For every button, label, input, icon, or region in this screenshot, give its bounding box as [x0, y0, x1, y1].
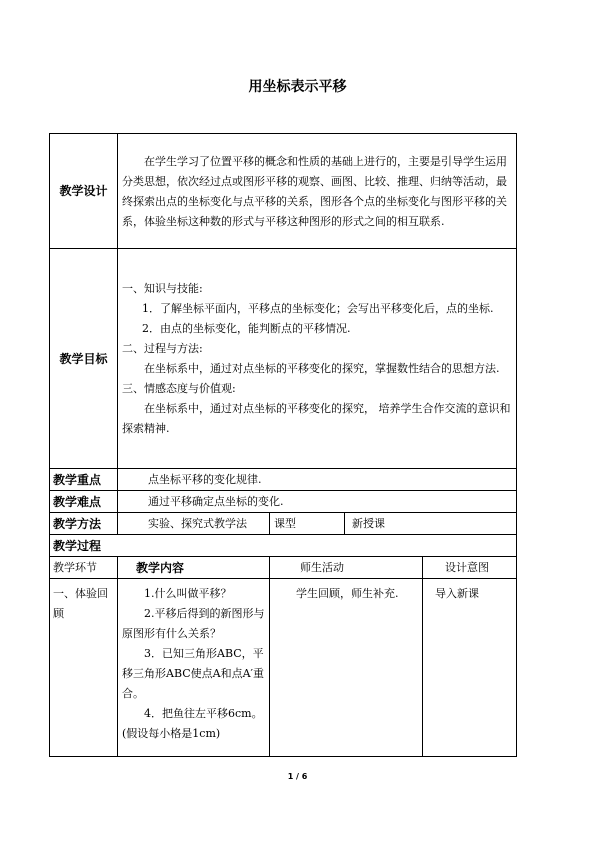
header-stage: 教学环节: [50, 557, 118, 579]
header-content: 教学内容: [118, 557, 270, 579]
objective-text-3: 在坐标系中，通过对点坐标的平移变化的探究， 培养学生合作交流的意识和探索精神.: [122, 401, 511, 435]
difficulty-text: 通过平移确定点坐标的变化.: [118, 491, 517, 513]
course-type-label: 课型: [270, 513, 345, 535]
difficulty-label: 教学难点: [50, 491, 118, 513]
key-label: 教学重点: [50, 469, 118, 491]
page-number: 1 / 6: [287, 772, 308, 781]
lesson-plan-table: [49, 133, 516, 757]
course-type-value: 新授课: [345, 513, 517, 535]
page-title: 用坐标表示平移: [248, 79, 347, 95]
design-cell: [118, 134, 517, 249]
design-text: 在学生学习了位置平移的概念和性质的基础上进行的，主要是引导学生运用分类思想，依次经过点或图形平移的观察、画图、比较、推理、归纳等活动，最终探索出点的坐标变化与点平移的关系，图形各个点的坐标变化与图形平移的关系，体验坐标这种数的形式与平移这种图形的形式之间的相互联系.: [122, 154, 507, 228]
content-question-4-note: (假设每小格是1cm): [122, 727, 221, 740]
method-text: 实验、探究式教学法: [118, 513, 270, 535]
objective-item-1: 1．了解坐标平面内，平移点的坐标变化；会写出平移变化后，点的坐标.: [142, 301, 494, 315]
header-intent: 设计意图: [423, 557, 517, 579]
method-label: 教学方法: [50, 513, 118, 535]
row1-activity: 学生回顾，师生补充.: [296, 587, 399, 600]
objectives-label: 教学目标: [50, 249, 118, 469]
row1-stage: 一、体验回顾: [50, 579, 118, 757]
objective-item-2: 2．由点的坐标变化，能判断点的平移情况.: [142, 321, 351, 335]
row1-activity-cell: [270, 579, 423, 757]
process-label: 教学过程: [50, 535, 517, 557]
content-question-1: 1.什么叫做平移？: [144, 587, 232, 600]
objective-heading-3: 三、情感态度与价值观:: [122, 381, 236, 395]
objective-heading-1: 一、知识与技能:: [122, 281, 203, 295]
header-activity: 师生活动: [270, 557, 423, 579]
row1-content: [118, 579, 270, 757]
objectives-cell: [118, 249, 517, 469]
content-question-3: 3．已知三角形ABC，平移三角形ABC使点A和点A′重合。: [122, 647, 265, 700]
content-question-4: 4．把鱼往左平移6cm。: [144, 707, 263, 720]
content-question-2: 2.平移后得到的新图形与原图形有什么关系？: [122, 607, 265, 640]
design-label: 教学设计: [50, 134, 118, 249]
key-text: 点坐标平移的变化规律.: [118, 469, 517, 491]
objective-heading-2: 二、过程与方法:: [122, 341, 203, 355]
row1-intent: 导入新课: [423, 579, 517, 757]
objective-text-2: 在坐标系中，通过对点坐标的平移变化的探究，掌握数性结合的思想方法.: [144, 361, 500, 375]
